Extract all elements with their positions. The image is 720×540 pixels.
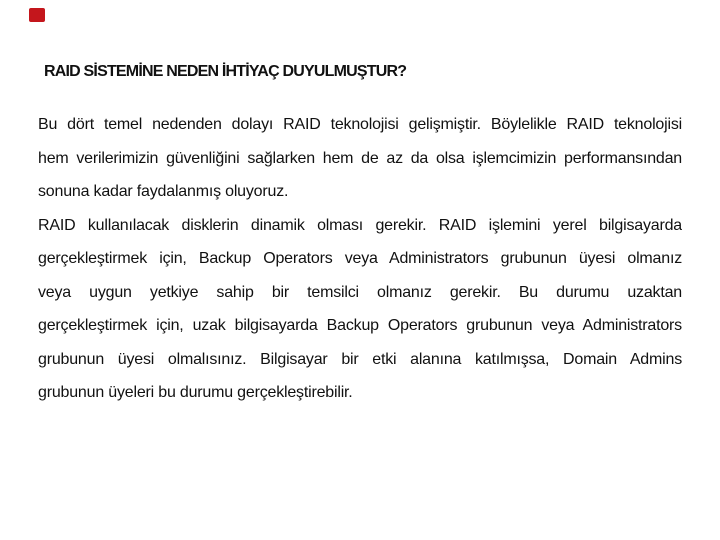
body-line: RAID kullanılacak disklerin dinamik olması gerekir. RAID işlemini yerel bilgisayarda [38, 216, 682, 234]
body-line: hem verilerimizin güvenliğini sağlarken hem de az da olsa işlemcimizin performansından [38, 149, 682, 167]
body-line: veya uygun yetkiye sahip bir temsilci olmanız gerekir. Bu durumu uzaktan [38, 283, 682, 301]
body-line: grubunun üyesi olmalısınız. Bilgisayar bir etki alanına katılmışsa, Domain Admins [38, 350, 682, 368]
slide-title: RAID SİSTEMİNE NEDEN İHTİYAÇ DUYULMUŞTUR? [44, 63, 407, 80]
body-line: sonuna kadar faydalanmış oluyoruz. [38, 183, 289, 200]
red-marker-icon [29, 8, 45, 22]
body-line: Bu dört temel nedenden dolayı RAID teknolojisi gelişmiştir. Böylelikle RAID teknolojisi [38, 116, 682, 133]
paragraph [38, 108, 682, 209]
body-line: gerçekleştirmek için, Backup Operators veya Administrators grubunun üyesi olmanız [38, 250, 682, 267]
body-text [38, 108, 682, 410]
body-line: grubunun üyeleri bu durumu gerçekleştirebilir. [38, 384, 353, 401]
paragraph [38, 209, 682, 410]
body-line: gerçekleştirmek için, uzak bilgisayarda Backup Operators grubunun veya Administrators [38, 317, 682, 334]
